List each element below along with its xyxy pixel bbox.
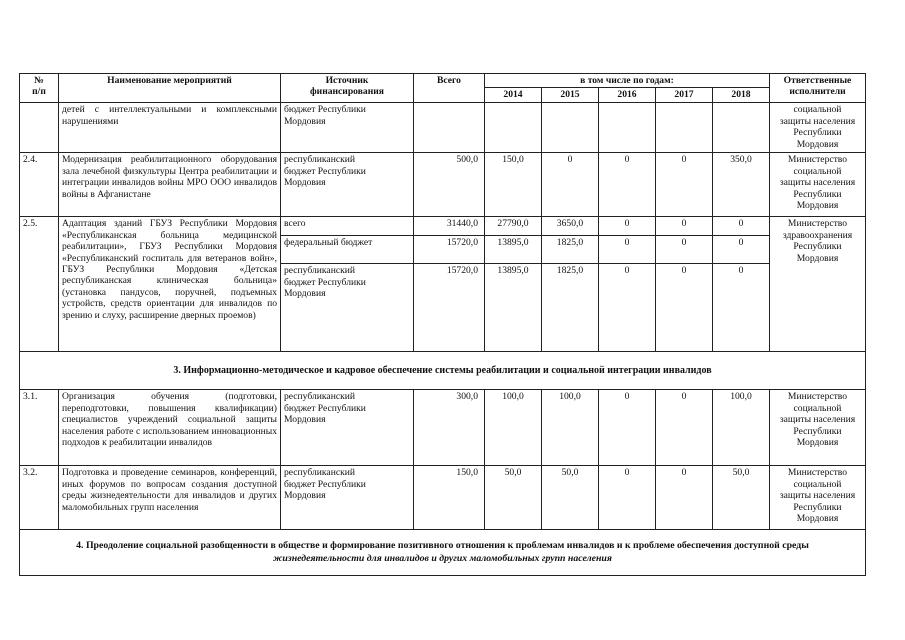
header-row bbox=[20, 74, 866, 88]
row-source: республиканский бюджет Республики Мордовия bbox=[281, 264, 414, 352]
row-resp: Министерство социальной защиты населения Республики Мордовия bbox=[770, 390, 866, 466]
table-row bbox=[20, 103, 866, 153]
row-2018: 100,0 bbox=[713, 390, 770, 466]
row-name: Модернизация реабилитационного оборудования зала лечебной физкультуры Центра реабилитации и интеграции инвалидов войны МРО ООО инвалидов войны в Афганистане bbox=[59, 153, 281, 217]
row-2014: 27790,0 bbox=[485, 217, 542, 236]
row-2018: 50,0 bbox=[713, 466, 770, 530]
row-2016: 0 bbox=[599, 264, 656, 352]
row-2014: 150,0 bbox=[485, 153, 542, 217]
row-2015: 1825,0 bbox=[542, 236, 599, 264]
row-num bbox=[20, 103, 59, 153]
row-source: республиканский бюджет Республики Мордовия bbox=[281, 153, 414, 217]
row-2014: 100,0 bbox=[485, 390, 542, 466]
section-row bbox=[20, 352, 866, 390]
row-total: 31440,0 bbox=[414, 217, 485, 236]
row-total: 150,0 bbox=[414, 466, 485, 530]
section-4-line-2: жизнедеятельности для инвалидов и других маломобильных групп населения bbox=[273, 552, 612, 564]
row-2017: 0 bbox=[656, 264, 713, 352]
row-2018: 350,0 bbox=[713, 153, 770, 217]
row-total: 15720,0 bbox=[414, 236, 485, 264]
year-2018-header: 2018 bbox=[713, 88, 770, 103]
row-2017: 0 bbox=[656, 153, 713, 217]
row-total: 500,0 bbox=[414, 153, 485, 217]
row-2016: 0 bbox=[599, 153, 656, 217]
row-name: Адаптация зданий ГБУЗ Республики Мордовия «Республиканская больница медицинской реабилитации», ГБУЗ Республики Мордовия «Республиканский госпиталь для ветеранов войн», ГБУЗ Республики Мордовия «Детская республиканская клиническая больница» (установка пандусов, поручней, подъемных устройств, средств ориентации для инвалидов по зрению и слуху, расширение дверных проемов) bbox=[59, 217, 281, 352]
section-3-title: 3. Информационно-методическое и кадровое обеспечение системы реабилитации и социальной интеграции инвалидов bbox=[20, 352, 866, 390]
row-2016: 0 bbox=[599, 217, 656, 236]
row-total: 300,0 bbox=[414, 390, 485, 466]
row-2015: 50,0 bbox=[542, 466, 599, 530]
row-2017: 0 bbox=[656, 390, 713, 466]
year-2014-header: 2014 bbox=[485, 88, 542, 103]
col-resp-header: Ответственные исполнители bbox=[770, 74, 866, 103]
col-source-header: Источник финансирования bbox=[281, 74, 414, 103]
row-2017: 0 bbox=[656, 236, 713, 264]
row-resp: Министерство здравоохранения Республики Мордовия bbox=[770, 217, 866, 352]
table-row bbox=[20, 153, 866, 217]
year-2015-header: 2015 bbox=[542, 88, 599, 103]
row-2018: 0 bbox=[713, 236, 770, 264]
row-2015: 1825,0 bbox=[542, 264, 599, 352]
section-4-line-1: 4. Преодоление социальной разобщенности в обществе и формирование позитивного отношения к проблемам инвалидов и к проблеме обеспечения доступной среды bbox=[76, 540, 809, 552]
row-name: детей с интеллектуальными и комплексными нарушениями bbox=[59, 103, 281, 153]
row-source: федеральный бюджет bbox=[281, 236, 414, 264]
row-2015: 0 bbox=[542, 153, 599, 217]
row-2016: 0 bbox=[599, 466, 656, 530]
row-2018: 0 bbox=[713, 217, 770, 236]
section-row bbox=[20, 530, 866, 576]
row-resp: Министерство социальной защиты населения Республики Мордовия bbox=[770, 153, 866, 217]
col-num-header: № п/п bbox=[20, 74, 59, 103]
col-by-years-header: в том числе по годам: bbox=[485, 74, 770, 88]
row-name: Подготовка и проведение семинаров, конференций, иных форумов по вопросам создания доступной среды жизнедеятельности для инвалидов и других маломобильных групп населения bbox=[59, 466, 281, 530]
row-num: 2.4. bbox=[20, 153, 59, 217]
row-num: 3.2. bbox=[20, 466, 59, 530]
section-4-title bbox=[20, 530, 866, 576]
row-2016: 0 bbox=[599, 236, 656, 264]
row-total: 15720,0 bbox=[414, 264, 485, 352]
row-2018: 0 bbox=[713, 264, 770, 352]
program-table bbox=[19, 73, 866, 576]
table-row bbox=[20, 466, 866, 530]
row-2014: 50,0 bbox=[485, 466, 542, 530]
year-2017-header: 2017 bbox=[656, 88, 713, 103]
row-2014: 13895,0 bbox=[485, 236, 542, 264]
row-num: 2.5. bbox=[20, 217, 59, 352]
row-source: всего bbox=[281, 217, 414, 236]
row-source: бюджет Республики Мордовия bbox=[281, 103, 414, 153]
row-source: республиканский бюджет Республики Мордовия bbox=[281, 466, 414, 530]
col-total-header: Всего bbox=[414, 74, 485, 103]
row-resp: социальной защиты населения Республики Мордовия bbox=[770, 103, 866, 153]
row-2017: 0 bbox=[656, 466, 713, 530]
table-row bbox=[20, 217, 866, 236]
row-2015: 3650,0 bbox=[542, 217, 599, 236]
row-name: Организация обучения (подготовки, переподготовки, повышения квалификации) специалистов учреждений социальной защиты населения работе с использованием инновационных подходов к реабилитации инвалидов bbox=[59, 390, 281, 466]
table-row bbox=[20, 390, 866, 466]
document-page bbox=[19, 73, 866, 576]
row-2014: 13895,0 bbox=[485, 264, 542, 352]
year-2016-header: 2016 bbox=[599, 88, 656, 103]
row-source: республиканский бюджет Республики Мордовия bbox=[281, 390, 414, 466]
row-2015: 100,0 bbox=[542, 390, 599, 466]
row-num: 3.1. bbox=[20, 390, 59, 466]
row-2017: 0 bbox=[656, 217, 713, 236]
col-name-header: Наименование мероприятий bbox=[59, 74, 281, 103]
row-total bbox=[414, 103, 485, 153]
row-2016: 0 bbox=[599, 390, 656, 466]
row-resp: Министерство социальной защиты населения Республики Мордовия bbox=[770, 466, 866, 530]
